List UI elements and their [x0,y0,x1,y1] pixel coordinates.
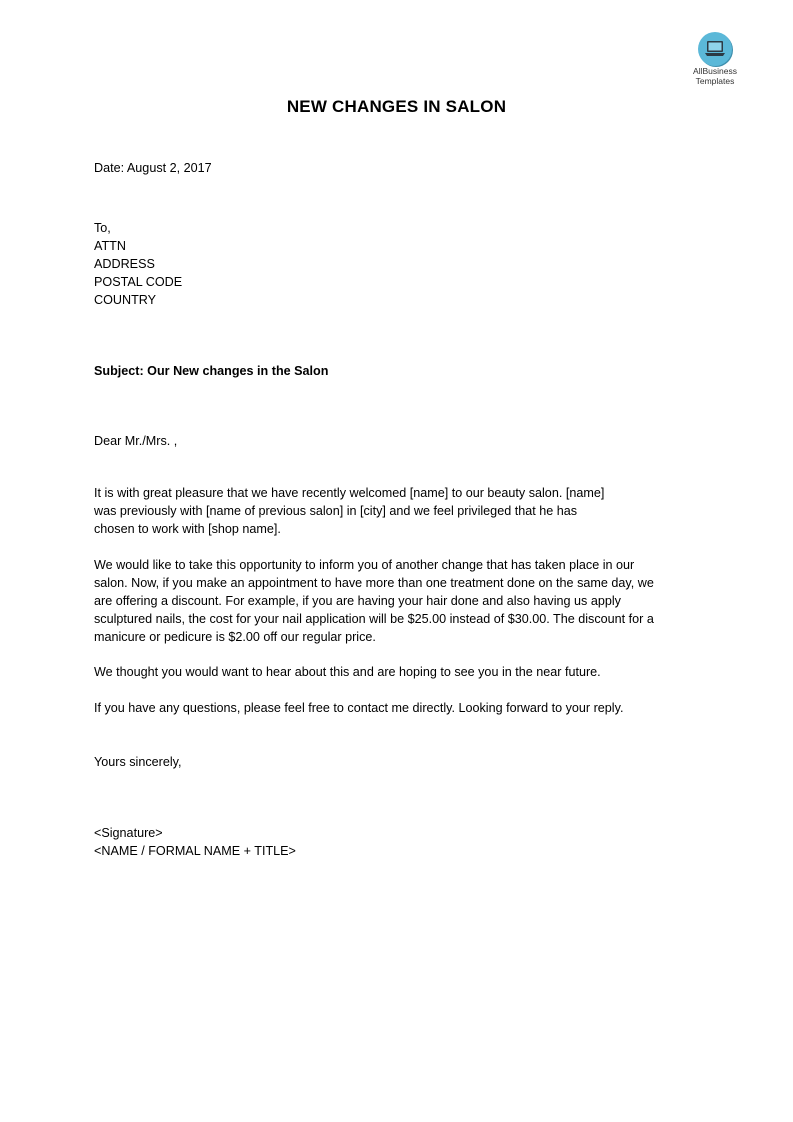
date-line: Date: August 2, 2017 [94,161,212,175]
closing: Yours sincerely, [94,755,182,769]
recipient-country: COUNTRY [94,293,157,307]
paragraph-future: We thought you would want to hear about this and are hoping to see you in the near future. [94,665,601,679]
laptop-icon [698,32,732,66]
signature-placeholder: <Signature> [94,826,163,840]
paragraph-line: salon. Now, if you make an appointment to have more than one treatment done on the same day, we [94,576,654,590]
paragraph-line: are offering a discount. For example, if you are having your hair done and also having us apply [94,594,621,608]
recipient-attn: ATTN [94,239,126,253]
recipient-postal-code: POSTAL CODE [94,275,183,289]
paragraph-questions: If you have any questions, please feel free to contact me directly. Looking forward to your reply. [94,701,624,715]
logo-brand-text: AllBusiness Templates [693,66,737,86]
recipient-to: To, [94,221,111,235]
paragraph-line: chosen to work with [shop name]. [94,522,281,536]
name-title-placeholder: <NAME / FORMAL NAME + TITLE> [94,844,296,858]
paragraph-discount [94,556,704,646]
subject-line: Subject: Our New changes in the Salon [94,364,329,378]
paragraph-line: It is with great pleasure that we have recently welcomed [name] to our beauty salon. [name] [94,486,605,500]
salutation: Dear Mr./Mrs. , [94,434,178,448]
paragraph-line: We would like to take this opportunity to inform you of another change that has taken place in our [94,558,635,572]
paragraph-line: sculptured nails, the cost for your nail application will be $25.00 instead of $30.00. The discount for a [94,612,654,626]
recipient-address: ADDRESS [94,257,155,271]
paragraph-line: was previously with [name of previous salon] in [city] and we feel privileged that he has [94,504,578,518]
paragraph-welcome [94,484,704,538]
paragraph-line: manicure or pedicure is $2.00 off our regular price. [94,630,376,644]
allbusiness-templates-logo [684,32,746,86]
document-title: NEW CHANGES IN SALON [286,97,507,116]
